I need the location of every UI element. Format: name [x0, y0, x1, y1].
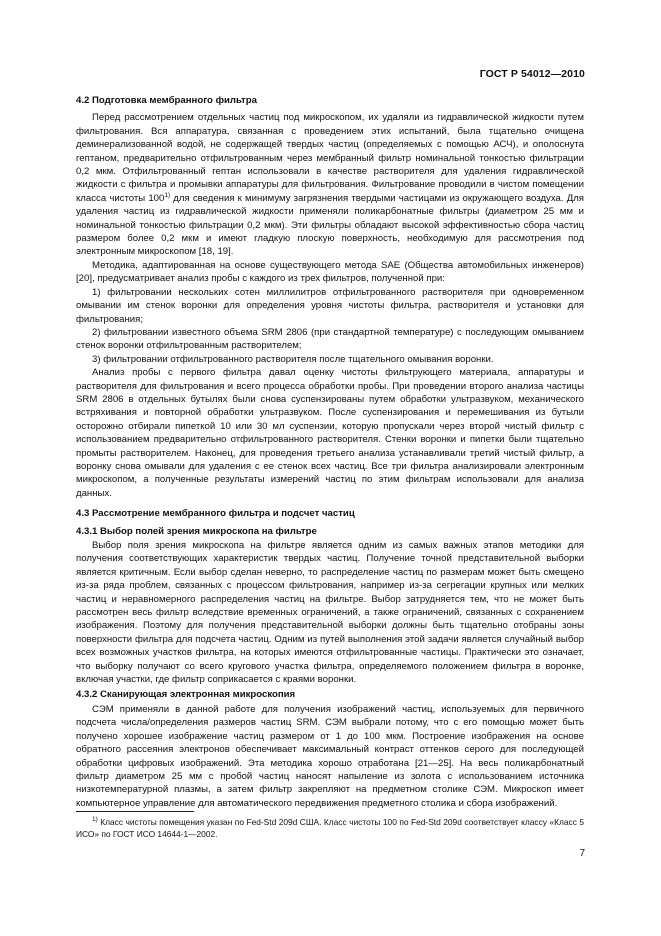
paragraph-text: Перед рассмотрением отдельных частиц под микроскопом, их удаляли из гидравлической жидкости путем фильтрования. Вся аппаратура, связанная с проведением этих испытаний, была тщательно очищена деминерализованной водой, не содержащей твердых частиц (определяемых с помощью АСЧ), и ополоснута гептаном, предварительно отфильтрованным через мембранный фильтр номинальной тонкостью фильтрации 0,2 мкм. Отфильтрованный гептан использовали в качестве растворителя для удаления гидравлической жидкости с фильтра и промывки аппаратуры для фильтрования. Фильтрование проводили в чистом помещении класса чистоты 100: [76, 112, 584, 204]
paragraph-text: для сведения к минимуму загрязнения твердыми частицами из окружающего воздуха. Для удаления частиц из гидравлической жидкости применяли поликарбонатные фильтры (диаметром 25 мм и номинальной тонкостью фильтрации 0,2 мкм). Эти фильтры обладают высокой эффективностью сбора частиц размером более 0,2 мкм и имеют гладкую плоскую поверхность, необходимую для рассмотрения под электронным микроскопом [18, 19].: [76, 192, 584, 258]
footnote-marker: 1): [92, 816, 98, 824]
paragraph-method: Методика, адаптированная на основе существующего метода SAE (Общества автомобильных инженеров) [20], предусматривает анализ пробы с каждого из трех фильтров, полученной при:: [76, 259, 584, 285]
page-number: 7: [579, 848, 585, 859]
section-heading-4-2: 4.2 Подготовка мембранного фильтра: [76, 95, 257, 106]
paragraph-4-2-intro: [76, 111, 584, 258]
section-heading-4-3-1: 4.3.1 Выбор полей зрения микроскопа на фильтре: [76, 525, 317, 537]
footnote-reference: 1): [164, 191, 171, 199]
footnote-divider: [76, 811, 194, 812]
paragraph-analysis: Анализ пробы с первого фильтра давал оценку чистоты фильтрующего материала, аппаратуры и растворителя для фильтрования и всего процесса обработки пробы. При проведении второго анализа частицы SRM 2806 в отдельных бутылях были снова суспензированы путем обработки ультразвуком, механического встряхивания и повторной обработки ультразвуком. После суспензирования и перемешивания из бутыли осторожно отбирали пипеткой 10 или 30 мл суспензии, которую пропускали через второй чистый фильтр с использованием предварительно отфильтрованного растворителя. Стенки воронки и пипетки были тщательно промыты растворителем. Наконец, для проведения третьего анализа устанавливали третий чистый фильтр, а воронку снова омывали для удаления с ее стенок всех частиц. Все три фильтра анализировали электронным микроскопом, а полученные результаты измерений частиц по этим фильтрам использовали для анализа данных.: [76, 367, 584, 499]
list-item-1: 1) фильтровании нескольких сотен миллилитров отфильтрованного растворителя при одновременном омывании им стенок воронки для определения уровня чистоты фильтра, растворителя и установки для фильтрования;: [76, 286, 584, 325]
footnote: [76, 816, 584, 840]
section-heading-4-3: 4.3 Рассмотрение мембранного фильтра и подсчет частиц: [76, 508, 355, 520]
footnote-text: Класс чистоты помещения указан по Fed-Std 209d США. Класс чистоты 100 по Fed-Std 209d соответствует классу «Класс 5 ИСО» по ГОСТ ИСО 14644-1—2002.: [76, 817, 584, 839]
paragraph-field-selection: Выбор поля зрения микроскопа на фильтре является одним из самых важных этапов методики для получения соответствующих характеристик твердых частиц. Получение точной представительной выборки является критичным. Если выбор сделан неверно, то распределение частиц по размерам может быть смещено из-за ряда проблем, связанных с процессом фильтрования, например из-за сегрегации крупных или мелких частиц и неравномерного распределения частиц на фильтре. Выбор затрудняется тем, что не может быть рассмотрен весь фильтр вследствие временных ограничений, а также ограничений, связанных с сохранением изображения. Поэтому для получения представительной выборки должны быть тщательно отобраны зоны поверхности фильтра для подсчета частиц. Одним из путей выполнения этой задачи является случайный выбор всех возможных участков фильтра, на которых имеются отфильтрованные частицы. Практически это означает, что выборку получают со всего кругового участка фильтра, определяемого положением фильтра в воронке, включая участки, где фильтр соприкасается с краями воронки.: [76, 540, 584, 686]
list-item-2: 2) фильтровании известного объема SRM 2806 (при стандартной температуре) с последующим омыванием стенок воронки отфильтрованным растворителем;: [76, 326, 584, 352]
paragraph-sem: СЭМ применяли в данной работе для получения изображений частиц, используемых для первичного подсчета числа/определения размеров частиц SRM. СЭМ выбрали потому, что с его помощью может быть получено хорошее изображение частиц размером от 1 до 100 мкм. Построение изображения на основе обратного рассеяния электронов обеспечивает максимальный контраст оттенков серого для последующей обработки цифровых изображений. Эта методика хорошо отработана [21—25]. На весь поликарбонатный фильтр диаметром 25 мм с пробой частиц наносят напыление из золота с использованием источника низкотемпературной плазмы, а затем фильтр закрепляют на предметном столике СЭМ. Микроскоп имеет компьютерное управление для автоматического передвижения предметного столика и сбора изображений.: [76, 703, 584, 809]
document-code: ГОСТ Р 54012—2010: [479, 68, 585, 80]
list-item-3: 3) фильтровании отфильтрованного растворителя после тщательного омывания воронки.: [92, 353, 494, 365]
page-body: [76, 94, 584, 810]
section-heading-4-3-2: 4.3.2 Сканирующая электронная микроскопия: [76, 689, 296, 701]
